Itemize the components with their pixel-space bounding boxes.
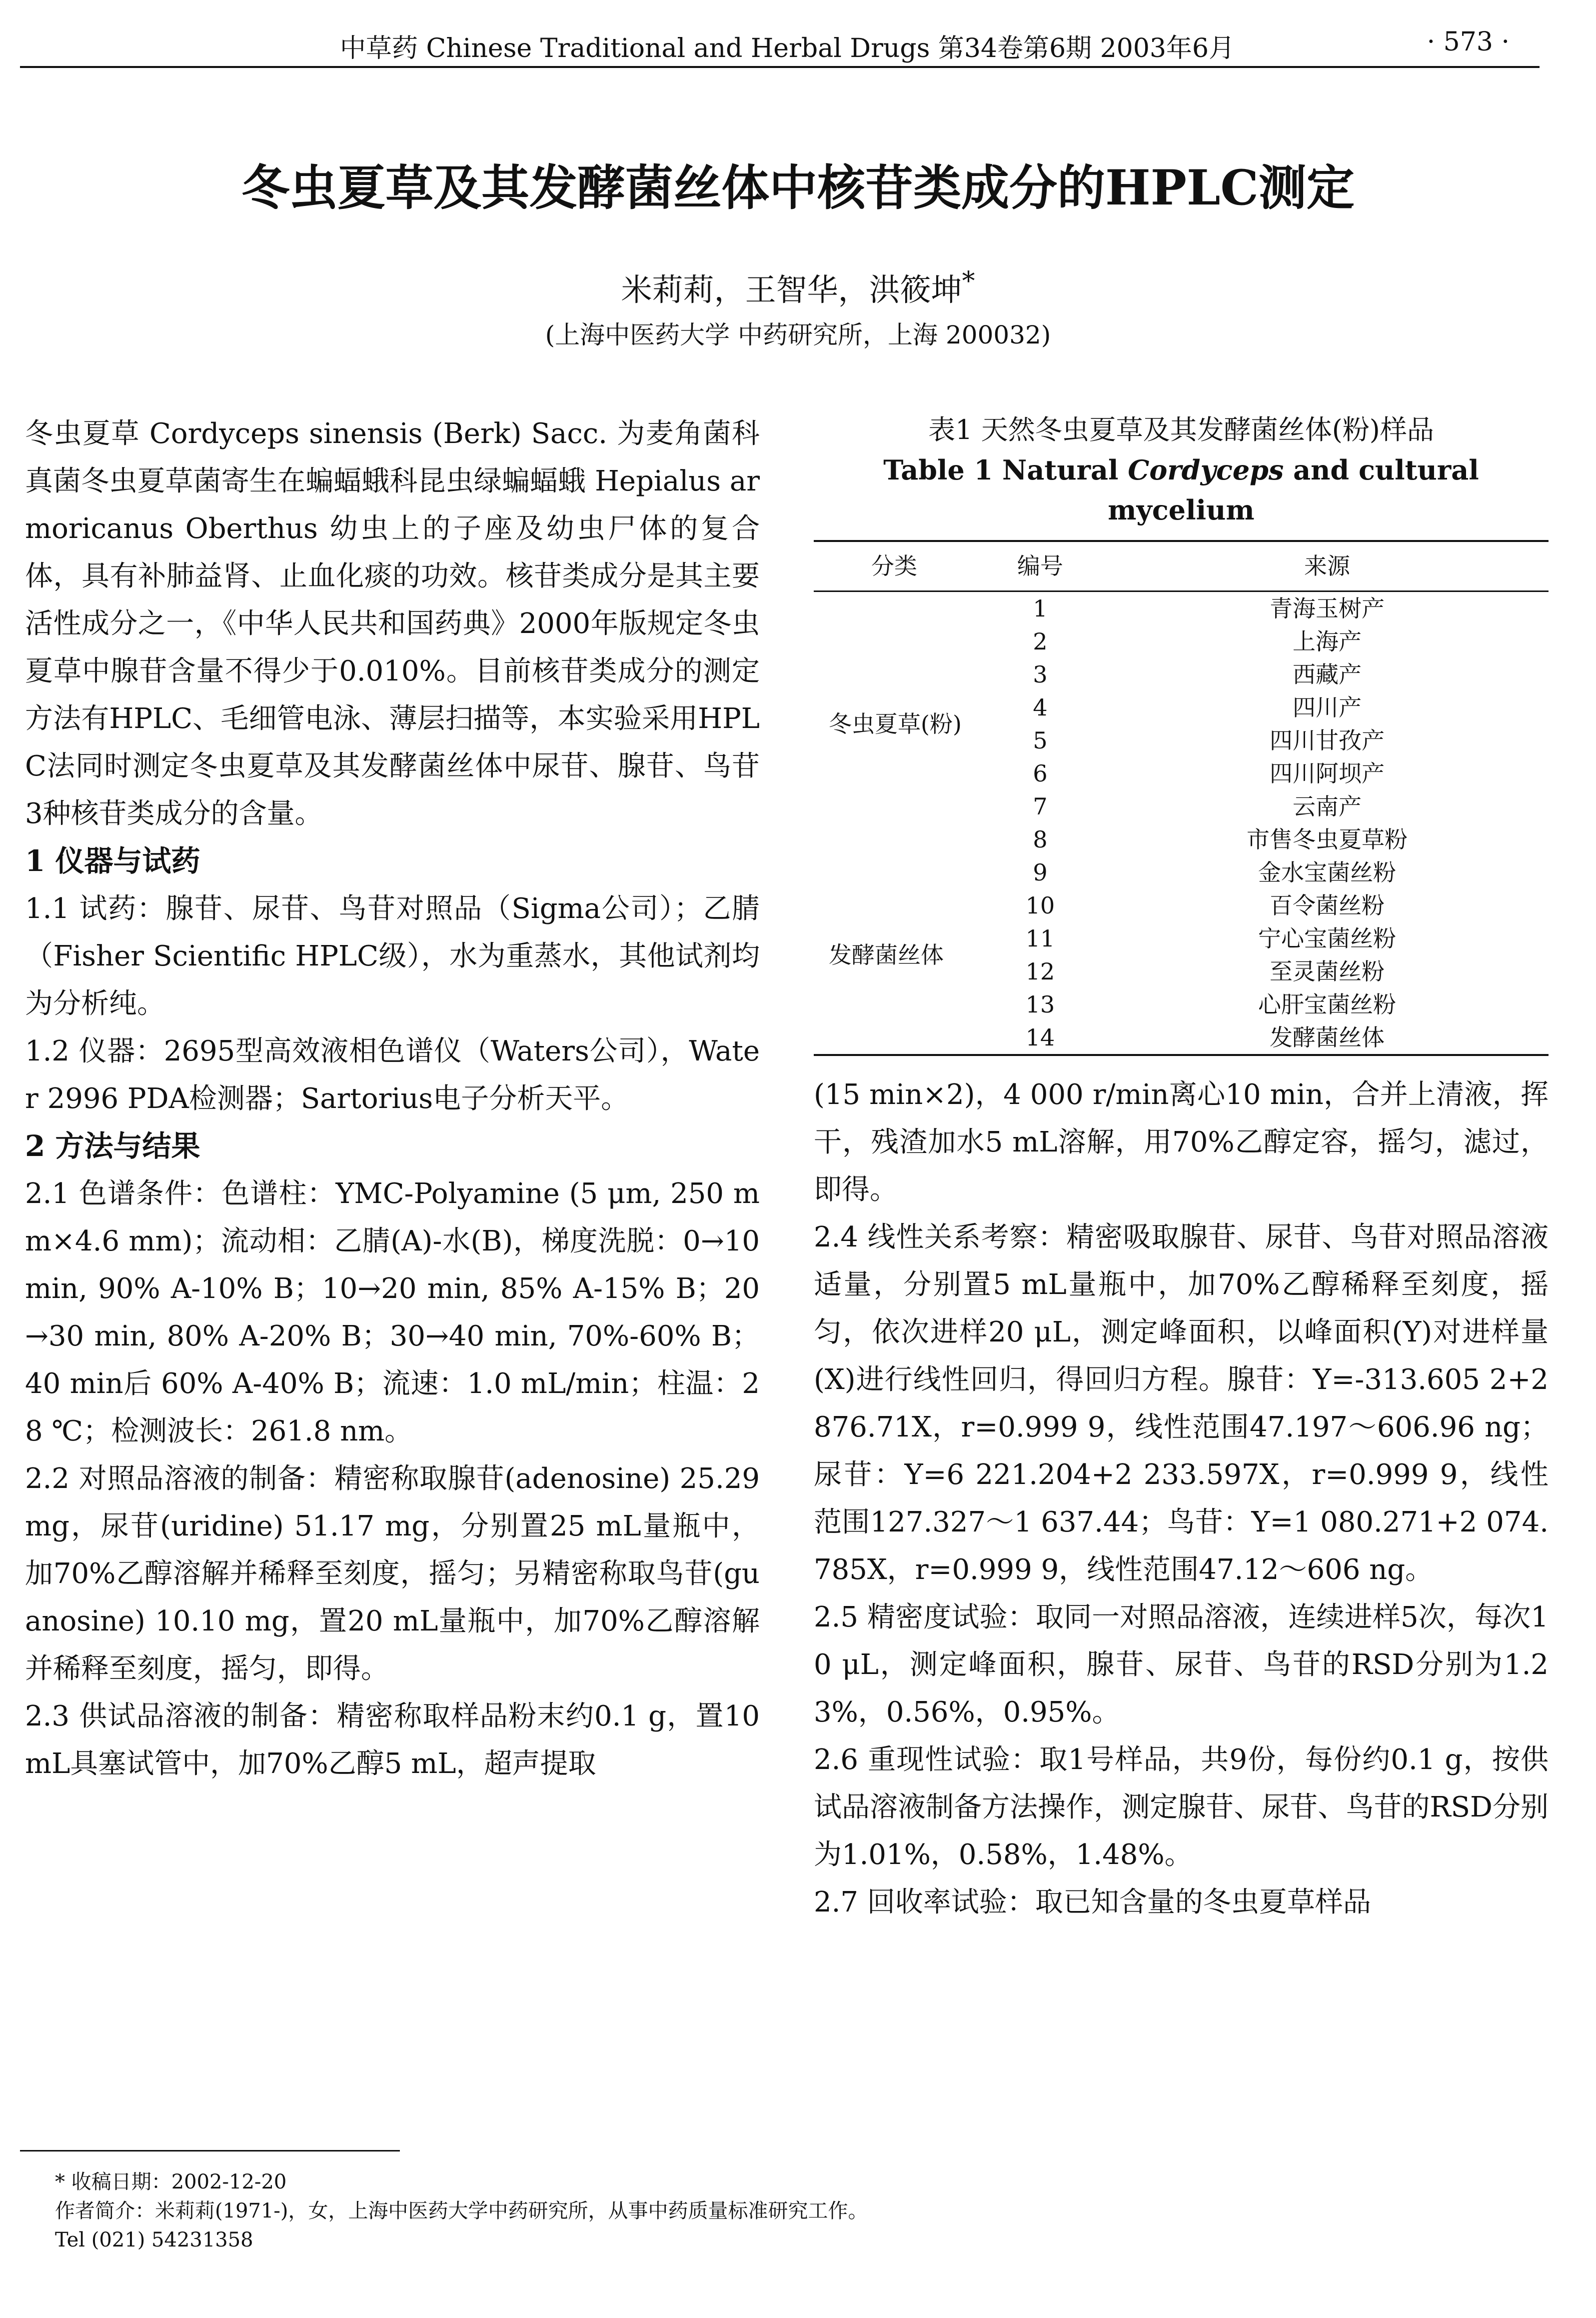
sample-source: 市售冬虫夏草粉 — [1247, 826, 1408, 853]
table-row — [814, 592, 1549, 626]
table-body — [814, 592, 1549, 1056]
sample-number: 13 — [1025, 991, 1055, 1018]
sample-source: 西藏产 — [1293, 661, 1362, 688]
sample-number: 11 — [1025, 925, 1055, 952]
sample-number: 1 — [1033, 595, 1048, 622]
section-2-2: 2.2 对照品溶液的制备：精密称取腺苷(adenosine) 25.29 mg，尿苷(uridine) 51.17 mg，分别置25 mL量瓶中，加70%乙醇溶解并稀释至刻度，摇匀；另精密称取鸟苷(guanosine) 10.10 mg，置20 mL量瓶中，加70%乙醇溶解并稀释至刻度，摇匀，即得。 — [25, 1462, 760, 1685]
footnote — [55, 2168, 868, 2254]
section-1-2: 1.2 仪器：2695型高效液相色谱仪（Waters公司），Water 2996 PDA检测器；Sartorius电子分析天平。 — [25, 1035, 760, 1115]
section-2-heading: 2 方法与结果 — [25, 1129, 200, 1163]
sample-source: 四川甘孜产 — [1270, 727, 1385, 754]
author-names: 米莉莉，王智华，洪筱坤 — [621, 272, 962, 308]
sample-number: 7 — [1033, 793, 1048, 820]
sample-number: 6 — [1033, 760, 1048, 787]
col-header-number: 编号 — [975, 541, 1106, 592]
sample-number: 2 — [1033, 628, 1048, 655]
journal-citation: 中草药 Chinese Traditional and Herbal Drugs 第34卷第6期 2003年6月 — [340, 34, 1235, 64]
sample-source: 四川阿坝产 — [1270, 760, 1385, 787]
author-tel: Tel (021) 54231358 — [55, 2228, 253, 2252]
section-1-heading: 1 仪器与试药 — [25, 844, 200, 878]
section-2-1: 2.1 色谱条件：色谱柱：YMC-Polyamine (5 μm, 250 mm×4.6 mm)；流动相：乙腈(A)-水(B)，梯度洗脱：0→10 min, 90% A-10% B；10→20 min, 85% A-15% B；20→30 min, 80% A-20% B；30→40 min, 70%-60% B；40 min后 60% A-40% B；流速：1.0 mL/min；柱温：28 ℃；检测波长：261.8 nm。 — [25, 1178, 760, 1448]
sample-source: 金水宝菌丝粉 — [1258, 859, 1396, 886]
author-mark: * — [962, 266, 975, 296]
sample-source: 四川产 — [1293, 694, 1362, 721]
section-2-5: 2.5 精密度试验：取同一对照品溶液，连续进样5次，每次10 μL，测定峰面积，腺苷、尿苷、鸟苷的RSD分别为1.23%，0.56%，0.95%。 — [814, 1601, 1549, 1728]
group-cell: 发酵菌丝体 — [829, 942, 944, 968]
section-2-3: 2.3 供试品溶液的制备：精密称取样品粉末约0.1 g，置10 mL具塞试管中，加70%乙醇5 mL，超声提取 — [25, 1700, 760, 1780]
right-column — [814, 410, 1549, 2125]
section-2-4: 2.4 线性关系考察：精密吸取腺苷、尿苷、鸟苷对照品溶液适量，分别置5 mL量瓶中，加70%乙醇稀释至刻度，摇匀，依次进样20 μL，测定峰面积，以峰面积(Y)对进样量(X)进行线性回归，得回归方程。腺苷：Y=-313.605 2+2 876.71X，r=0.999 9，线性范围47.197～606.96 ng；尿苷：Y=6 221.204+2 233.597X，r=0.999 9，线性范围127.327～1 637.44；鸟苷：Y=1 080.271+2 074.785X，r=0.999 9，线性范围47.12～606 ng。 — [814, 1221, 1549, 1586]
table-title-en-italic: Cordyceps — [1128, 454, 1284, 486]
author-bio: 作者简介：米莉莉(1971-)，女，上海中医药大学中药研究所，从事中药质量标准研究工作。 — [55, 2200, 868, 2222]
table-title-en-suffix: and cultural mycelium — [1108, 454, 1479, 526]
sample-source: 发酵菌丝体 — [1270, 1024, 1385, 1051]
sample-source: 上海产 — [1293, 628, 1362, 655]
sample-number: 9 — [1033, 859, 1048, 886]
sample-source: 云南产 — [1293, 793, 1362, 820]
footnote-rule — [20, 2150, 400, 2152]
table-title-en-prefix: Table 1 Natural — [883, 454, 1128, 486]
sample-number: 14 — [1025, 1024, 1055, 1051]
section-2-3-continued: (15 min×2)，4 000 r/min离心10 min，合并上清液，挥干，残渣加水5 mL溶解，用70%乙醇定容，摇匀，滤过，即得。 — [814, 1078, 1549, 1206]
sample-source: 宁心宝菌丝粉 — [1258, 925, 1396, 952]
section-1-1: 1.1 试药：腺苷、尿苷、鸟苷对照品（Sigma公司）；乙腈（Fisher Scientific HPLC级），水为重蒸水，其他试剂均为分析纯。 — [25, 892, 760, 1020]
sample-number: 5 — [1033, 727, 1048, 754]
sample-table — [814, 540, 1549, 1056]
article-title: 冬虫夏草及其发酵菌丝体中核苷类成分的HPLC测定 — [241, 160, 1355, 216]
sample-number: 8 — [1033, 826, 1048, 853]
section-2-7: 2.7 回收率试验：取已知含量的冬虫夏草样品 — [814, 1886, 1371, 1918]
section-2-6: 2.6 重现性试验：取1号样品，共9份，每份约0.1 g，按供试品溶液制备方法操作，测定腺苷、尿苷、鸟苷的RSD分别为1.01%，0.58%，1.48%。 — [814, 1744, 1549, 1871]
authors — [0, 265, 1596, 310]
sample-number: 4 — [1033, 694, 1048, 721]
col-header-category: 分类 — [814, 541, 975, 592]
affiliation: (上海中医药大学 中药研究所，上海 200032) — [545, 320, 1051, 350]
sample-source: 青海玉树产 — [1270, 595, 1385, 622]
sample-number: 3 — [1033, 661, 1048, 688]
table-header-row — [814, 541, 1549, 592]
sample-source: 百令菌丝粉 — [1270, 892, 1385, 919]
sample-source: 心肝宝菌丝粉 — [1258, 991, 1396, 1018]
left-column — [25, 410, 760, 2125]
received-date: * 收稿日期：2002-12-20 — [55, 2170, 287, 2194]
sample-number: 12 — [1025, 958, 1055, 985]
intro-paragraph: 冬虫夏草 Cordyceps sinensis (Berk) Sacc. 为麦角菌科真菌冬虫夏草菌寄生在蝙蝠蛾科昆虫绿蝙蝠蛾 Hepialus armoricanus Oberthus 幼虫上的子座及幼虫尸体的复合体，具有补肺益肾、止血化痰的功效。核苷类成分是其主要活性成分之一，《中华人民共和国药典》2000年版规定冬虫夏草中腺苷含量不得少于0.010%。目前核苷类成分的测定方法有HPLC、毛细管电泳、薄层扫描等，本实验采用HPLC法同时测定冬虫夏草及其发酵菌丝体中尿苷、腺苷、鸟苷3种核苷类成分的含量。 — [25, 418, 760, 830]
table-title-zh: 表1 天然冬虫夏草及其发酵菌丝体(粉)样品 — [928, 414, 1434, 446]
sample-source: 至灵菌丝粉 — [1270, 958, 1385, 985]
col-header-source: 来源 — [1106, 541, 1549, 592]
page-number: · 573 · — [1427, 27, 1510, 57]
sample-number: 10 — [1025, 892, 1055, 919]
table-row — [814, 856, 1549, 889]
table-title-en — [814, 450, 1549, 530]
group-cell: 冬虫夏草(粉) — [829, 710, 962, 738]
running-header — [20, 20, 1540, 68]
